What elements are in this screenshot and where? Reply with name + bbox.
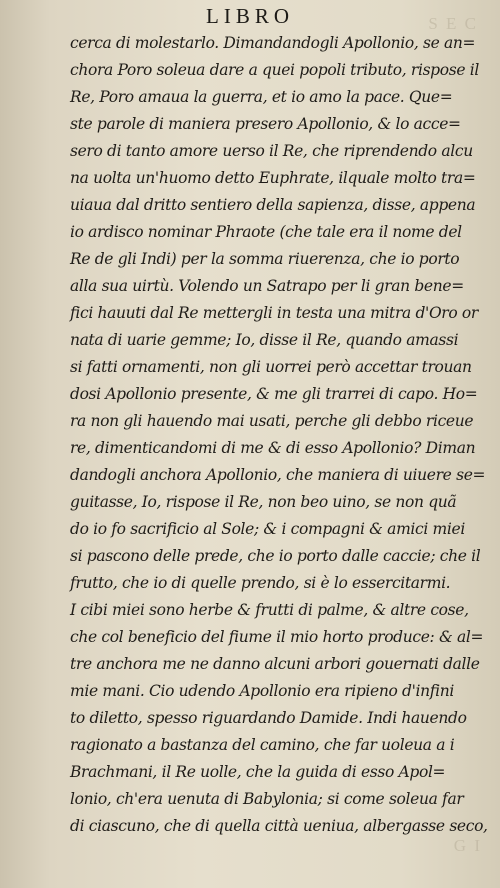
- text-line: mie mani. Cio udendo Apollonio era ripieno d'infini: [70, 682, 455, 700]
- text-line: cerca di molestarlo. Dimandandogli Apollonio, se an=: [70, 34, 476, 52]
- show-through-mark: G I: [453, 836, 482, 855]
- text-line: na uolta un'huomo detto Euphrate, ilquale molto tra=: [70, 169, 476, 187]
- text-line: ste parole di maniera presero Apollonio, & lo acce=: [70, 115, 461, 133]
- text-line: nata di uarie gemme; Io, disse il Re, quando amassi: [70, 331, 459, 349]
- show-through-mark: S E C: [428, 14, 478, 33]
- text-line: do io fo sacrificio al Sole; & i compagni & amici miei: [70, 520, 465, 538]
- text-line: I cibi miei sono herbe & frutti di palme, & altre cose,: [70, 601, 469, 619]
- text-line: ra non gli hauendo mai usati, perche gli debbo riceue: [70, 412, 474, 430]
- text-line: si fatti ornamenti, non gli uorrei però accettar trouan: [70, 358, 472, 376]
- text-line: dosi Apollonio presente, & me gli trarrei di capo. Ho=: [70, 385, 478, 403]
- text-line: uiaua dal dritto sentiero della sapienza, disse, appena: [70, 196, 476, 214]
- text-line: tre anchora me ne danno alcuni arbori gouernati dalle: [70, 655, 480, 673]
- text-line: sero di tanto amore uerso il Re, che riprendendo alcu: [70, 142, 473, 160]
- text-line: dandogli anchora Apollonio, che maniera di uiuere se=: [70, 466, 486, 484]
- text-line: re, dimenticandomi di me & di esso Apollonio? Diman: [70, 439, 476, 457]
- text-line: frutto, che io di quelle prendo, si è lo essercitarmi.: [70, 574, 451, 592]
- text-line: di ciascuno, che di quella città ueniua, albergasse seco,: [70, 817, 488, 835]
- text-line: Brachmani, il Re uolle, che la guida di esso Apol=: [70, 763, 446, 781]
- text-line: alla sua uirtù. Volendo un Satrapo per li gran bene=: [70, 277, 464, 295]
- text-line: Re de gli Indi) per la somma riuerenza, che io porto: [70, 250, 460, 268]
- text-line: si pascono delle prede, che io porto dalle caccie; che il: [70, 547, 481, 565]
- running-head: LIBRO: [206, 4, 294, 28]
- text-line: io ardisco nominar Phraote (che tale era il nome del: [70, 223, 462, 241]
- text-line: to diletto, spesso riguardando Damide. Indi hauendo: [70, 709, 467, 727]
- body-text: [70, 30, 488, 840]
- text-line: chora Poro soleua dare a quei popoli tributo, rispose il: [70, 61, 479, 79]
- text-line: guitasse, Io, rispose il Re, non beo uino, se non quã: [70, 493, 457, 511]
- text-line: lonio, ch'era uenuta di Babylonia; si come soleua far: [70, 790, 464, 808]
- text-line: che col beneficio del fiume il mio horto produce: & al=: [70, 628, 484, 646]
- text-line: fici hauuti dal Re mettergli in testa una mitra d'Oro or: [70, 304, 478, 322]
- text-line: Re, Poro amaua la guerra, et io amo la pace. Que=: [70, 88, 453, 106]
- text-line: ragionato a bastanza del camino, che far uoleua a i: [70, 736, 455, 754]
